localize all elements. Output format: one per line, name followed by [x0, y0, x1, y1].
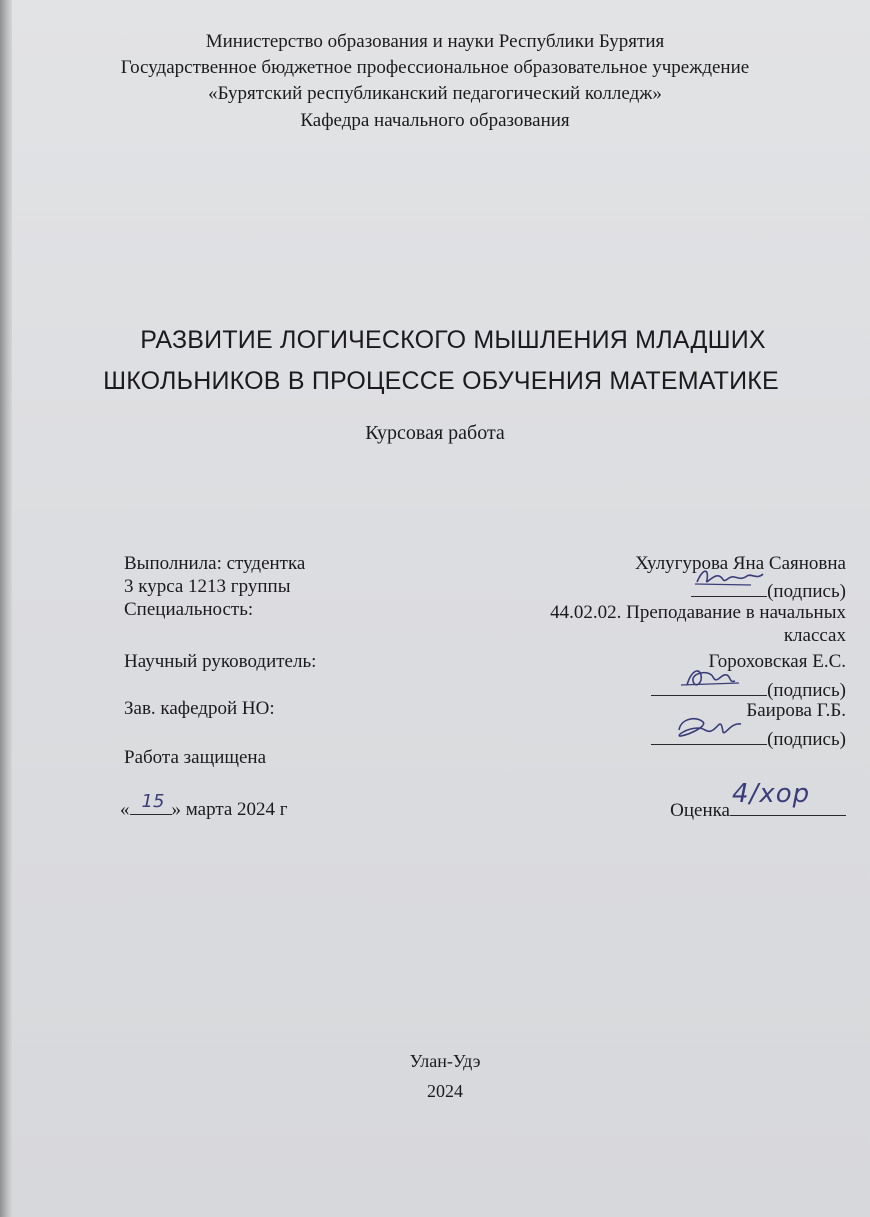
ministry-line: Министерство образования и науки Республики Бурятия	[205, 31, 665, 52]
year: 2024	[427, 1081, 463, 1101]
title-line-1: РАЗВИТИЕ ЛОГИЧЕСКОГО МЫШЛЕНИЯ МЛАДШИХ	[140, 326, 766, 354]
supervisor-signature-note: (подпись)	[767, 680, 846, 701]
grade-handwritten: 4/хор	[732, 779, 811, 809]
student-signature-line	[691, 578, 767, 597]
grade-line	[730, 779, 846, 816]
work-type: Курсовая работа	[365, 422, 505, 444]
date-day-line	[130, 791, 172, 815]
performed-label: Выполнила: студентка	[124, 553, 306, 574]
institution-type-line: Государственное бюджетное профессиональное образовательное учреждение	[120, 57, 750, 78]
grade-row	[670, 779, 846, 822]
supervisor-name: Гороховская Е.С.	[708, 651, 846, 672]
defended-label: Работа защищена	[124, 747, 267, 768]
city: Улан-Удэ	[409, 1051, 481, 1071]
head-signature-line	[651, 726, 767, 745]
specialty-line-1: 44.02.02. Преподавание в начальных	[550, 602, 846, 623]
course-label: 3 курса 1213 группы	[124, 576, 291, 597]
specialty-label: Специальность:	[124, 599, 254, 620]
supervisor-label: Научный руководитель:	[124, 651, 317, 672]
head-signature-note: (подпись)	[767, 729, 846, 750]
defense-date	[120, 791, 288, 821]
grade-label: Оценка	[670, 800, 730, 821]
student-signature-row	[691, 578, 846, 603]
supervisor-signature-line	[651, 677, 767, 696]
date-open-quote: «	[120, 799, 130, 820]
head-signature-row	[651, 726, 846, 751]
student-signature-note: (подпись)	[767, 581, 846, 602]
head-label: Зав. кафедрой НО:	[124, 698, 275, 719]
head-signature-icon	[651, 712, 767, 742]
department-line: Кафедра начального образования	[300, 110, 570, 131]
student-name: Хулугурова Яна Саяновна	[634, 553, 846, 574]
head-name: Баирова Г.Б.	[746, 700, 846, 721]
specialty-line-2: классах	[783, 625, 846, 646]
student-signature-icon	[691, 564, 767, 592]
date-rest: » марта 2024 г	[171, 799, 288, 820]
date-day-handwritten: 15	[141, 791, 165, 812]
supervisor-signature-icon	[651, 663, 767, 693]
binder-edge	[0, 0, 12, 1217]
title-line-2: ШКОЛЬНИКОВ В ПРОЦЕССЕ ОБУЧЕНИЯ МАТЕМАТИКЕ	[103, 367, 779, 395]
college-line: «Бурятский республиканский педагогический колледж»	[208, 83, 662, 104]
